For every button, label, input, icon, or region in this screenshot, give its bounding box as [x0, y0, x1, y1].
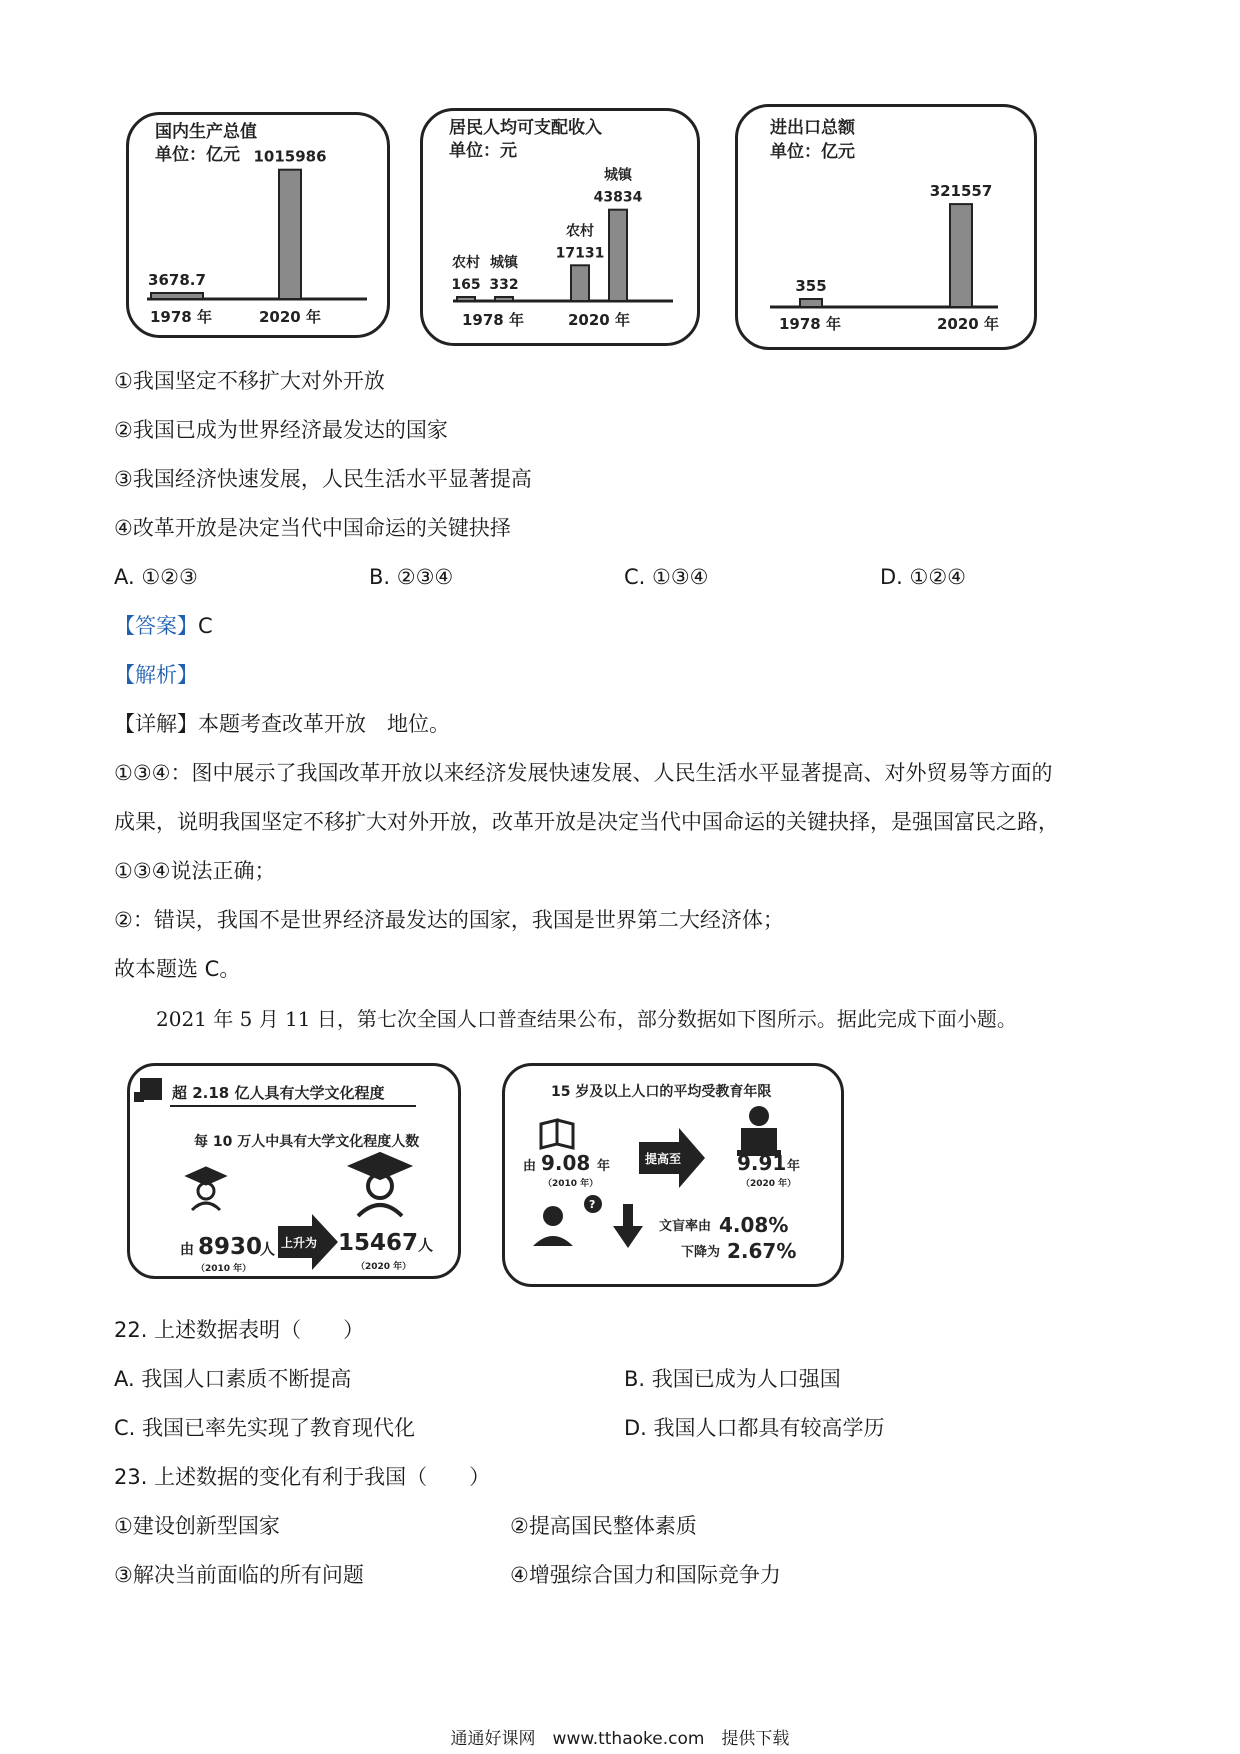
- option-b: B. ②③④: [369, 565, 454, 589]
- to-year: （2020 年）: [741, 1179, 797, 1189]
- from-year: （2010 年）: [196, 1264, 252, 1274]
- chart-income: [420, 108, 700, 346]
- explanation-line-4: ②：错误，我国不是世界经济最发达的国家，我国是世界第二大经济体；: [114, 908, 784, 932]
- bar: [457, 297, 475, 301]
- chart-unit: 单位：亿元: [770, 142, 855, 162]
- data-label: 3678.7: [148, 271, 206, 289]
- from-prefix: 由: [180, 1242, 194, 1258]
- from-prefix: 由: [523, 1159, 537, 1174]
- detail-text: 本题考查改革开放 地位。: [198, 712, 450, 736]
- from-value: 9.08: [541, 1151, 591, 1175]
- data-label: 321557: [929, 182, 993, 201]
- data-label: 43834: [593, 189, 643, 206]
- data-label: 1015986: [253, 147, 327, 166]
- detail-label: 【详解】: [114, 712, 198, 736]
- data-label: 355: [795, 277, 827, 295]
- info-subtitle: 每 10 万人中具有大学文化程度人数: [194, 1134, 420, 1150]
- detail-line: [114, 710, 450, 738]
- explanation-line-5: 故本题选 C。: [114, 957, 241, 981]
- answer-value: C: [198, 614, 213, 638]
- tick-label: 2020 年: [259, 308, 321, 326]
- arrow-label: 提高至: [645, 1152, 682, 1166]
- bar: [279, 170, 301, 299]
- chart-gdp: [126, 112, 390, 338]
- info-header: 15 岁及以上人口的平均受教育年限: [551, 1084, 772, 1100]
- bar: [800, 299, 822, 307]
- series-label: 城镇: [604, 167, 632, 184]
- illiteracy-prefix: 文盲率由: [659, 1219, 712, 1234]
- analysis-label: 【解析】: [114, 663, 198, 687]
- answer-label: 【答案】: [114, 614, 198, 638]
- infographic-university-svg: [130, 1066, 458, 1276]
- bar: [571, 265, 589, 301]
- bar: [609, 210, 627, 301]
- chart-gdp-svg: [129, 115, 387, 335]
- statement-4: ④改革开放是决定当代中国命运的关键抉择: [114, 516, 511, 540]
- q22-option-b: B. 我国已成为人口强国: [624, 1367, 841, 1391]
- explanation-line-1: ①③④：图中展示了我国改革开放以来经济发展快速发展、人民生活水平显著提高、对外贸易等方面的: [114, 761, 1053, 785]
- q22-option-d: D. 我国人口都具有较高学历: [624, 1416, 885, 1440]
- graduate-large-icon: [352, 1154, 408, 1216]
- to-unit: 年: [787, 1159, 801, 1174]
- tick-label: 1978 年: [150, 308, 212, 326]
- q23-item-3: ③解决当前面临的所有问题: [114, 1563, 364, 1587]
- illiteracy-to: 2.67%: [727, 1239, 797, 1263]
- header-square-icon: [134, 1092, 144, 1102]
- illiteracy-from: 4.08%: [719, 1213, 789, 1237]
- answer-line: [114, 612, 213, 640]
- chart-title: 居民人均可支配收入: [449, 118, 602, 138]
- page-footer: 通通好课网 www.tthaoke.com 提供下载: [450, 1729, 790, 1749]
- to-value: 9.91: [737, 1151, 787, 1175]
- to-year: （2020 年）: [356, 1262, 412, 1272]
- chart-income-svg: [423, 111, 697, 343]
- q23-item-1: ①建设创新型国家: [114, 1514, 280, 1538]
- from-value: 8930: [198, 1234, 263, 1260]
- tick-label: 1978 年: [462, 311, 524, 329]
- statement-1: ①我国坚定不移扩大对外开放: [114, 369, 385, 393]
- infographic-education-svg: [505, 1066, 841, 1284]
- arrow-label: 上升为: [281, 1236, 318, 1250]
- chart-title: 进出口总额: [770, 118, 855, 138]
- option-c: C. ①③④: [624, 565, 709, 589]
- bar: [151, 293, 203, 299]
- statement-3: ③我国经济快速发展，人民生活水平显著提高: [114, 467, 532, 491]
- tick-label: 2020 年: [568, 311, 630, 329]
- to-unit: 人: [418, 1236, 434, 1254]
- q23-stem: 23. 上述数据的变化有利于我国（ ）: [114, 1465, 491, 1489]
- option-a: A. ①②③: [114, 565, 198, 589]
- chart-unit: 单位：亿元: [155, 145, 240, 165]
- q22-stem: 22. 上述数据表明（ ）: [114, 1318, 365, 1342]
- q22-option-c: C. 我国已率先实现了教育现代化: [114, 1416, 416, 1440]
- data-label: 17131: [555, 245, 605, 262]
- statement-2: ②我国已成为世界经济最发达的国家: [114, 418, 448, 442]
- bar: [950, 204, 972, 307]
- graduate-small-icon: [188, 1168, 224, 1210]
- data-label: 332: [489, 277, 519, 293]
- down-arrow-icon: [613, 1204, 643, 1248]
- info-header: 超 2.18 亿人具有大学文化程度: [172, 1084, 385, 1102]
- intro-text: 2021 年 5 月 11 日，第七次全国人口普查结果公布，部分数据如下图所示。据此完成下面小题。: [156, 1007, 1017, 1031]
- bar: [495, 297, 513, 301]
- tick-label: 2020 年: [937, 315, 999, 333]
- explanation-line-3: ①③④说法正确；: [114, 859, 276, 883]
- open-book-icon: [541, 1120, 573, 1148]
- option-d: D. ①②④: [880, 565, 966, 589]
- infographic-university: [127, 1063, 461, 1279]
- chart-trade-svg: [738, 107, 1034, 347]
- q23-item-2: ②提高国民整体素质: [510, 1514, 697, 1538]
- explanation-line-2: 成果，说明我国坚定不移扩大对外开放，改革开放是决定当代中国命运的关键抉择，是强国富民之路，: [114, 810, 1059, 834]
- from-year: （2010 年）: [543, 1179, 599, 1189]
- question-mark: ?: [589, 1198, 596, 1211]
- series-label: 农村: [566, 223, 594, 240]
- from-unit: 年: [597, 1159, 611, 1174]
- q23-item-4: ④增强综合国力和国际竞争力: [510, 1563, 781, 1587]
- series-label: 城镇: [490, 255, 518, 271]
- series-label: 农村: [452, 255, 480, 271]
- data-label: 165: [451, 277, 481, 293]
- chart-unit: 单位：元: [449, 141, 517, 161]
- tick-label: 1978 年: [779, 315, 841, 333]
- to-value: 15467: [338, 1230, 419, 1256]
- from-unit: 人: [260, 1240, 276, 1258]
- chart-title: 国内生产总值: [155, 122, 257, 142]
- infographic-education: [502, 1063, 844, 1287]
- illiteracy-mid: 下降为: [681, 1245, 721, 1260]
- q22-option-a: A. 我国人口素质不断提高: [114, 1367, 352, 1391]
- chart-trade: [735, 104, 1037, 350]
- reader-icon: [737, 1106, 781, 1156]
